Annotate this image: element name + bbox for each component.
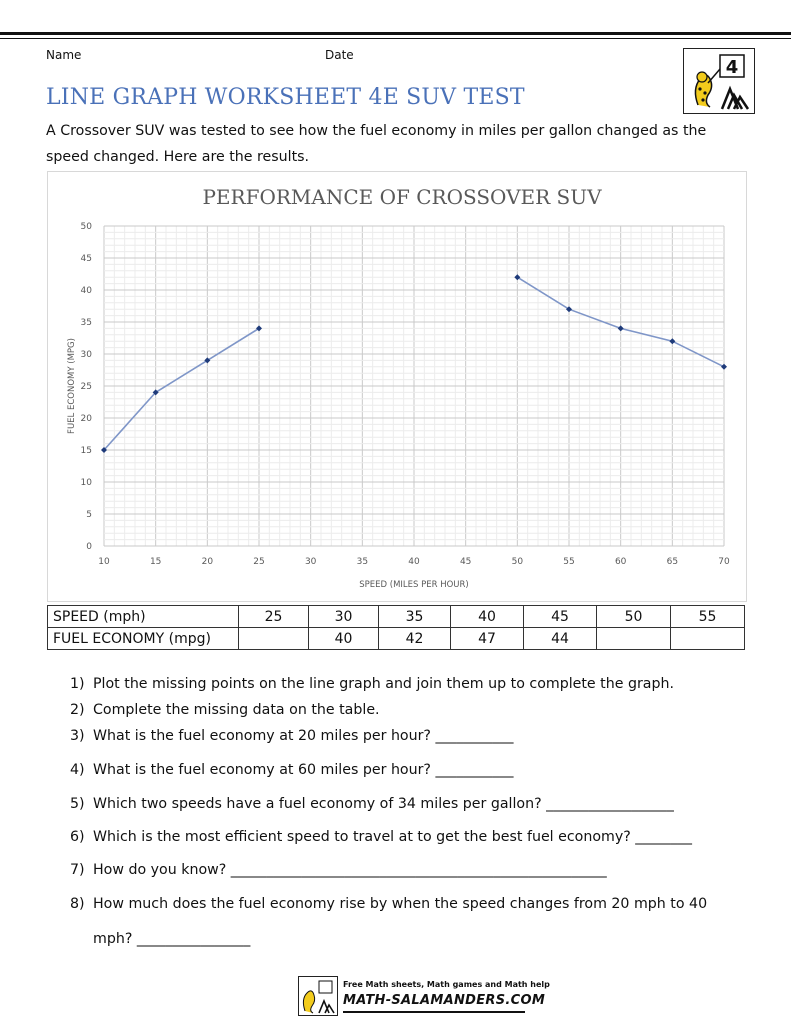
question-item xyxy=(70,862,607,878)
question-text: Which is the most efficient speed to travel at to get the best fuel economy? ________ xyxy=(93,829,693,845)
table-cell: 25 xyxy=(239,606,309,628)
date-label: Date xyxy=(325,48,354,62)
question-item xyxy=(70,676,674,692)
question-number: 3) xyxy=(70,728,85,744)
table-cell: 40 xyxy=(309,628,379,650)
table-cell: 35 xyxy=(379,606,451,628)
question-item xyxy=(70,896,707,912)
data-point xyxy=(618,325,624,331)
question-item xyxy=(70,931,250,947)
series-line xyxy=(104,328,259,450)
question-item xyxy=(70,829,692,845)
question-text: How much does the fuel economy rise by when the speed changes from 20 mph to 40 xyxy=(93,896,708,912)
table-cell[interactable] xyxy=(671,628,745,650)
x-tick-label: 55 xyxy=(563,557,575,567)
chart-title: PERFORMANCE OF CROSSOVER SUV xyxy=(202,185,602,209)
y-tick-label: 50 xyxy=(80,222,92,232)
y-axis-label: FUEL ECONOMY (MPG) xyxy=(67,338,77,434)
question-text: What is the fuel economy at 20 miles per hour? ___________ xyxy=(93,728,514,744)
question-text: mph? ________________ xyxy=(93,931,251,947)
question-number: 6) xyxy=(70,829,85,845)
footer-logo xyxy=(298,976,338,1016)
y-tick-label: 20 xyxy=(80,414,92,424)
salamander-footer-icon xyxy=(299,977,337,1015)
table-cell: 55 xyxy=(671,606,745,628)
question-item xyxy=(70,762,514,778)
table-row-label: SPEED (mph) xyxy=(48,606,239,628)
salamander-logo-icon xyxy=(684,49,754,113)
line-chart xyxy=(48,172,746,601)
question-text: How do you know? _____________________________________________________ xyxy=(93,862,607,878)
x-tick-label: 25 xyxy=(253,557,265,567)
table-cell: 40 xyxy=(451,606,524,628)
header-rule-thick xyxy=(0,32,791,35)
x-tick-label: 60 xyxy=(614,557,627,567)
y-tick-label: 25 xyxy=(80,382,92,392)
question-item xyxy=(70,728,514,744)
x-tick-label: 70 xyxy=(718,557,730,567)
table-row xyxy=(48,628,745,650)
y-tick-label: 35 xyxy=(80,318,92,328)
logo-digit: 4 xyxy=(725,57,739,78)
table-row xyxy=(48,606,745,628)
page-title: LINE GRAPH WORKSHEET 4E SUV TEST xyxy=(46,85,525,110)
question-text: Complete the missing data on the table. xyxy=(93,702,380,718)
question-text: Which two speeds have a fuel economy of 34 miles per gallon? __________________ xyxy=(93,796,674,812)
table-cell[interactable] xyxy=(239,628,309,650)
footer-brand[interactable]: MATH-SALAMANDERS.COM xyxy=(343,993,546,1008)
question-item xyxy=(70,702,380,718)
question-number: 8) xyxy=(70,896,85,912)
x-axis-label: SPEED (MILES PER HOUR) xyxy=(359,580,469,590)
x-tick-label: 35 xyxy=(356,557,369,567)
x-tick-label: 20 xyxy=(201,557,214,567)
salamander-logo xyxy=(683,48,755,114)
x-tick-label: 15 xyxy=(149,557,162,567)
chart-frame xyxy=(47,171,747,602)
y-tick-label: 45 xyxy=(80,254,92,264)
question-text: What is the fuel economy at 60 miles per hour? ___________ xyxy=(93,762,514,778)
x-tick-label: 65 xyxy=(666,557,679,567)
table-cell: 30 xyxy=(309,606,379,628)
table-cell[interactable] xyxy=(597,628,671,650)
x-tick-label: 50 xyxy=(511,557,524,567)
question-number: 5) xyxy=(70,796,85,812)
intro-text: A Crossover SUV was tested to see how the fuel economy in miles per gallon changed as the speed changed. Here are the results. xyxy=(46,123,707,165)
table-cell: 50 xyxy=(597,606,671,628)
question-number: 4) xyxy=(70,762,85,778)
table-cell: 42 xyxy=(379,628,451,650)
name-label: Name xyxy=(46,48,82,62)
x-tick-label: 10 xyxy=(98,557,110,567)
x-tick-label: 40 xyxy=(408,557,420,567)
table-cell: 44 xyxy=(524,628,597,650)
question-number: 2) xyxy=(70,702,85,718)
data-point xyxy=(669,338,675,344)
table-row-label: FUEL ECONOMY (mpg) xyxy=(48,628,239,650)
header-rule-thin xyxy=(0,38,791,39)
y-tick-label: 0 xyxy=(86,542,92,552)
question-number: 7) xyxy=(70,862,85,878)
y-tick-label: 15 xyxy=(80,446,92,456)
table-cell: 45 xyxy=(524,606,597,628)
y-tick-label: 40 xyxy=(80,286,92,296)
y-tick-label: 10 xyxy=(80,478,92,488)
table-cell: 47 xyxy=(451,628,524,650)
x-tick-label: 30 xyxy=(304,557,317,567)
y-tick-label: 5 xyxy=(86,510,92,520)
footer-rule xyxy=(343,1011,525,1013)
data-point xyxy=(721,364,727,370)
footer-tagline: Free Math sheets, Math games and Math help xyxy=(343,980,550,989)
y-tick-label: 30 xyxy=(80,350,92,360)
question-text: Plot the missing points on the line graph and join them up to complete the graph. xyxy=(93,676,675,692)
data-table xyxy=(47,605,745,650)
x-tick-label: 45 xyxy=(459,557,472,567)
question-item xyxy=(70,796,674,812)
question-number: 1) xyxy=(70,676,85,692)
